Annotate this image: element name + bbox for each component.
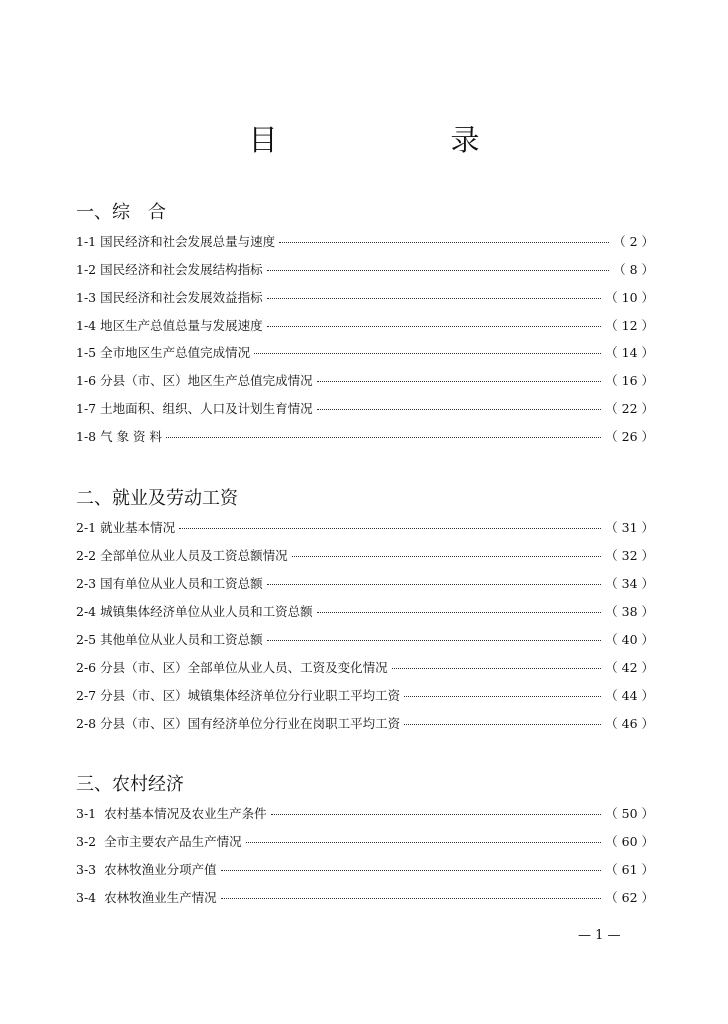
toc-entry-page: （ 60 ） (605, 834, 654, 849)
toc-entry[interactable] (76, 574, 654, 594)
toc-entry[interactable] (76, 686, 654, 706)
toc-entry[interactable] (76, 658, 654, 678)
toc-entry[interactable] (76, 232, 654, 252)
toc-entry-label: 3-4 农林牧渔业生产情况 (76, 890, 217, 905)
dot-leader (267, 270, 609, 271)
toc-entry-label: 2-5 其他单位从业人员和工资总额 (76, 632, 263, 647)
toc-entry-label: 2-8 分县（市、区）国有经济单位分行业在岗职工平均工资 (76, 716, 401, 731)
toc-entry[interactable] (76, 260, 654, 280)
toc-entry[interactable] (76, 427, 654, 447)
dot-leader (271, 814, 602, 815)
toc-entry-label: 2-4 城镇集体经济单位从业人员和工资总额 (76, 604, 313, 619)
toc-entry-label: 1-2 国民经济和社会发展结构指标 (76, 262, 263, 277)
toc-entry[interactable] (76, 399, 654, 419)
toc-entry-page: （ 10 ） (605, 290, 654, 305)
page-title: 目 录 (248, 123, 552, 157)
toc-entry-label: 1-7 土地面积、组织、人口及计划生育情况 (76, 401, 313, 416)
toc-entry-page: （ 50 ） (605, 806, 654, 821)
toc-entry[interactable] (76, 602, 654, 622)
toc-entry[interactable] (76, 860, 654, 880)
toc-entry[interactable] (76, 546, 654, 566)
toc-entry-label: 1-3 国民经济和社会发展效益指标 (76, 290, 263, 305)
toc-entry-label: 2-2 全部单位从业人员及工资总额情况 (76, 548, 288, 563)
section-heading-2: 二、就业及劳动工资 (76, 488, 238, 509)
toc-entry-page: （ 38 ） (605, 604, 654, 619)
toc-entry[interactable] (76, 804, 654, 824)
dot-leader (179, 528, 601, 529)
dot-leader (267, 640, 602, 641)
dot-leader (221, 870, 602, 871)
dot-leader (267, 298, 602, 299)
dot-leader (317, 409, 602, 410)
toc-entry-page: （ 12 ） (605, 318, 654, 333)
toc-entry-label: 2-1 就业基本情况 (76, 520, 176, 535)
toc-entry-label: 1-8 气 象 资 料 (76, 429, 163, 444)
toc-entry-page: （ 2 ） (613, 234, 654, 249)
toc-entry-label: 1-5 全市地区生产总值完成情况 (76, 345, 251, 360)
toc-entry-page: （ 61 ） (605, 862, 654, 877)
toc-entry-page: （ 14 ） (605, 345, 654, 360)
toc-entry-page: （ 32 ） (605, 548, 654, 563)
dot-leader (317, 381, 602, 382)
dot-leader (392, 668, 602, 669)
page-number: — 1 — (578, 928, 621, 943)
toc-entry-page: （ 26 ） (605, 429, 654, 444)
toc-entry[interactable] (76, 518, 654, 538)
toc-entry-label: 1-4 地区生产总值总量与发展速度 (76, 318, 263, 333)
toc-entry-label: 1-1 国民经济和社会发展总量与速度 (76, 234, 276, 249)
dot-leader (279, 242, 609, 243)
dot-leader (246, 842, 602, 843)
toc-entry[interactable] (76, 343, 654, 363)
toc-entry-page: （ 8 ） (613, 262, 654, 277)
toc-entry-label: 3-3 农林牧渔业分项产值 (76, 862, 217, 877)
dot-leader (221, 898, 602, 899)
dot-leader (404, 724, 601, 725)
toc-entry[interactable] (76, 316, 654, 336)
section-heading-3: 三、农村经济 (76, 774, 184, 795)
toc-entry-label: 3-2 全市主要农产品生产情况 (76, 834, 242, 849)
toc-entry[interactable] (76, 832, 654, 852)
toc-entry-page: （ 31 ） (605, 520, 654, 535)
toc-entry-page: （ 44 ） (605, 688, 654, 703)
toc-entry-page: （ 40 ） (605, 632, 654, 647)
toc-entry-page: （ 42 ） (605, 660, 654, 675)
toc-entry-page: （ 62 ） (605, 890, 654, 905)
toc-entry[interactable] (76, 288, 654, 308)
dot-leader (292, 556, 602, 557)
dot-leader (404, 696, 601, 697)
toc-entry[interactable] (76, 371, 654, 391)
dot-leader (317, 612, 602, 613)
dot-leader (166, 437, 601, 438)
toc-entry[interactable] (76, 630, 654, 650)
toc-entry[interactable] (76, 888, 654, 908)
toc-entry-label: 2-7 分县（市、区）城镇集体经济单位分行业职工平均工资 (76, 688, 401, 703)
toc-entry-page: （ 22 ） (605, 401, 654, 416)
dot-leader (267, 326, 602, 327)
toc-entry-label: 3-1 农村基本情况及农业生产条件 (76, 806, 267, 821)
section-heading-1: 一、综 合 (76, 202, 166, 223)
toc-entry-page: （ 46 ） (605, 716, 654, 731)
dot-leader (254, 353, 601, 354)
toc-entry-page: （ 34 ） (605, 576, 654, 591)
toc-entry-label: 1-6 分县（市、区）地区生产总值完成情况 (76, 373, 313, 388)
toc-entry-label: 2-3 国有单位从业人员和工资总额 (76, 576, 263, 591)
toc-entry-page: （ 16 ） (605, 373, 654, 388)
toc-entry-label: 2-6 分县（市、区）全部单位从业人员、工资及变化情况 (76, 660, 388, 675)
dot-leader (267, 584, 602, 585)
toc-entry[interactable] (76, 714, 654, 734)
